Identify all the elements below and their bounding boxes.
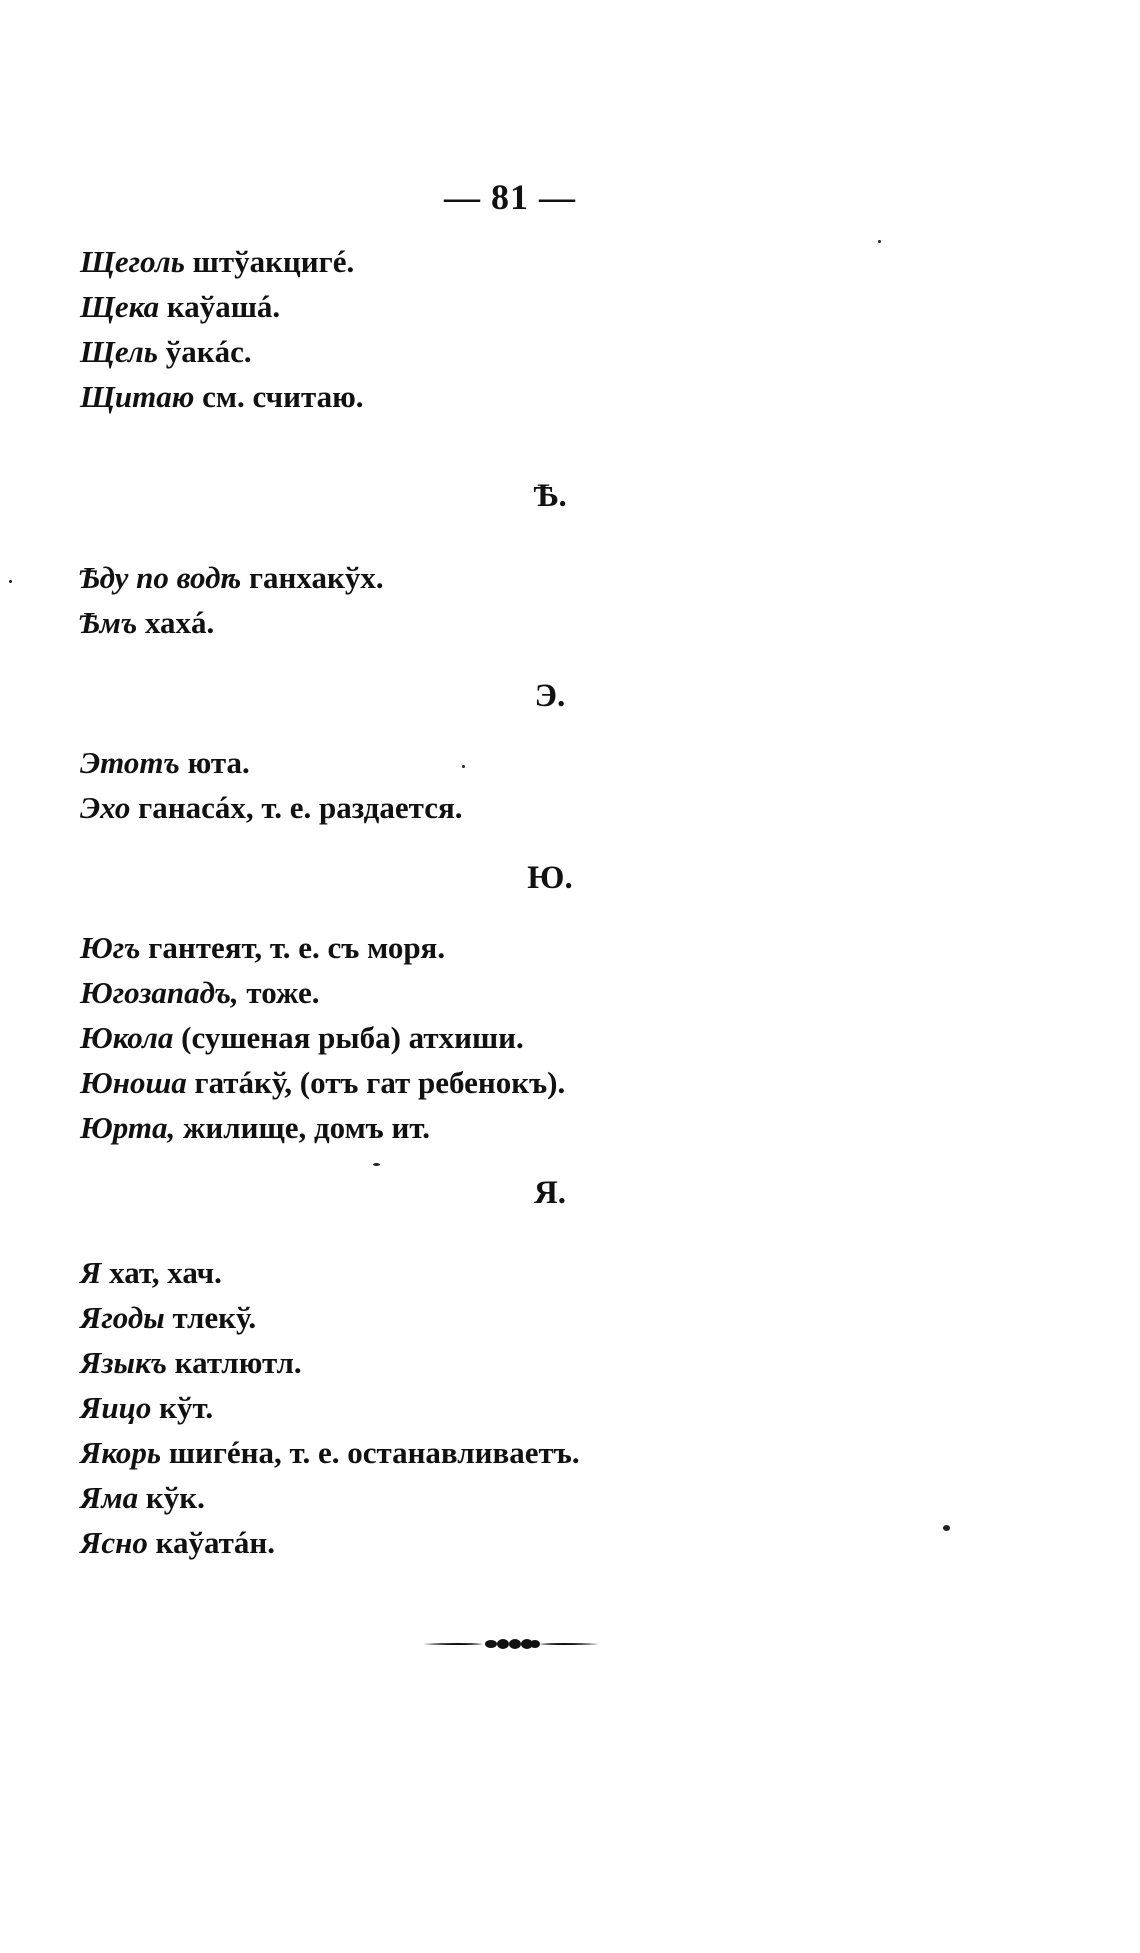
end-ornament: [423, 1636, 599, 1652]
dictionary-entry: [80, 1385, 980, 1430]
section-shch: [80, 239, 980, 419]
translation: тоже.: [238, 975, 320, 1010]
translation: кўк.: [138, 1480, 205, 1515]
headword: Щека: [80, 289, 160, 324]
headword: Щеголь: [80, 244, 185, 279]
dictionary-entry: [80, 239, 980, 284]
dictionary-entry: [80, 1475, 980, 1520]
headword: Ясно: [80, 1525, 148, 1560]
dictionary-entry: [80, 785, 980, 830]
dictionary-entry: [80, 1060, 980, 1105]
dictionary-entry: [80, 1250, 980, 1295]
section-yu: [80, 925, 980, 1150]
translation: ганхакўх.: [241, 560, 384, 595]
translation: (сушеная рыба) атхиши.: [173, 1020, 524, 1055]
headword: Эхо: [80, 790, 131, 825]
headword: Якорь: [80, 1435, 162, 1470]
section-heading-yu: Ю.: [527, 860, 573, 896]
translation: жилище, домъ ит.: [175, 1110, 431, 1145]
headword: Щитаю: [80, 379, 195, 414]
dictionary-entry: [80, 1295, 980, 1340]
headword: Языкъ: [80, 1345, 168, 1380]
headword: Этотъ: [80, 745, 180, 780]
dictionary-entry: [80, 374, 980, 419]
page-number: — 81 —: [444, 177, 576, 217]
dictionary-entry: [80, 1105, 980, 1150]
headword: Юноша: [80, 1065, 187, 1100]
dictionary-entry: [80, 925, 980, 970]
translation: хат, хач.: [101, 1255, 222, 1290]
scan-speck: [943, 1525, 950, 1531]
dictionary-entry: [80, 1430, 980, 1475]
headword: Яма: [80, 1480, 139, 1515]
scan-speck: [373, 1163, 380, 1166]
dictionary-entry: [80, 284, 980, 329]
dictionary-entry: [80, 970, 980, 1015]
translation: ганасáх, т. е. раздается.: [130, 790, 463, 825]
translation: штўакцигé.: [184, 244, 355, 279]
headword: Ягоды: [80, 1300, 165, 1335]
translation: гатáкў, (отъ гат ребенокъ).: [186, 1065, 566, 1100]
headword: Юкола: [80, 1020, 174, 1055]
headword: Ѣмъ: [80, 605, 138, 640]
scan-speck: [9, 580, 12, 583]
dictionary-entry: [80, 600, 980, 645]
translation: см. считаю.: [194, 379, 364, 414]
section-e: [80, 740, 980, 830]
translation: катлютл.: [167, 1345, 302, 1380]
headword: Яицо: [80, 1390, 152, 1425]
section-ya: [80, 1250, 980, 1565]
translation: каўатáн.: [147, 1525, 276, 1560]
headword: Щель: [80, 334, 158, 369]
translation: гантеят, т. е. съ моря.: [140, 930, 446, 965]
dictionary-entry: [80, 1340, 980, 1385]
scan-speck: [878, 240, 881, 243]
headword: Ѣду по водѣ: [80, 560, 242, 595]
translation: ўакáс.: [157, 334, 252, 369]
section-heading-ya: Я.: [533, 1175, 567, 1211]
translation: хахá.: [137, 605, 215, 640]
headword: Югъ: [80, 930, 141, 965]
translation: кўт.: [151, 1390, 214, 1425]
translation: юта.: [179, 745, 250, 780]
dictionary-entry: [80, 740, 980, 785]
headword: Я: [80, 1255, 102, 1290]
section-yat: [80, 555, 980, 645]
translation: каўашá.: [159, 289, 281, 324]
translation: тлекў.: [164, 1300, 257, 1335]
dictionary-entry: [80, 1015, 980, 1060]
dictionary-entry: [80, 1520, 980, 1565]
scan-speck: [462, 765, 465, 768]
section-heading-yat: Ѣ.: [533, 478, 567, 514]
translation: шигéна, т. е. останавливаетъ.: [161, 1435, 580, 1470]
headword: Юрта,: [80, 1110, 176, 1145]
dictionary-entry: [80, 329, 980, 374]
section-heading-e: Э.: [534, 678, 566, 714]
dictionary-entry: [80, 555, 980, 600]
headword: Югозападъ,: [80, 975, 239, 1010]
